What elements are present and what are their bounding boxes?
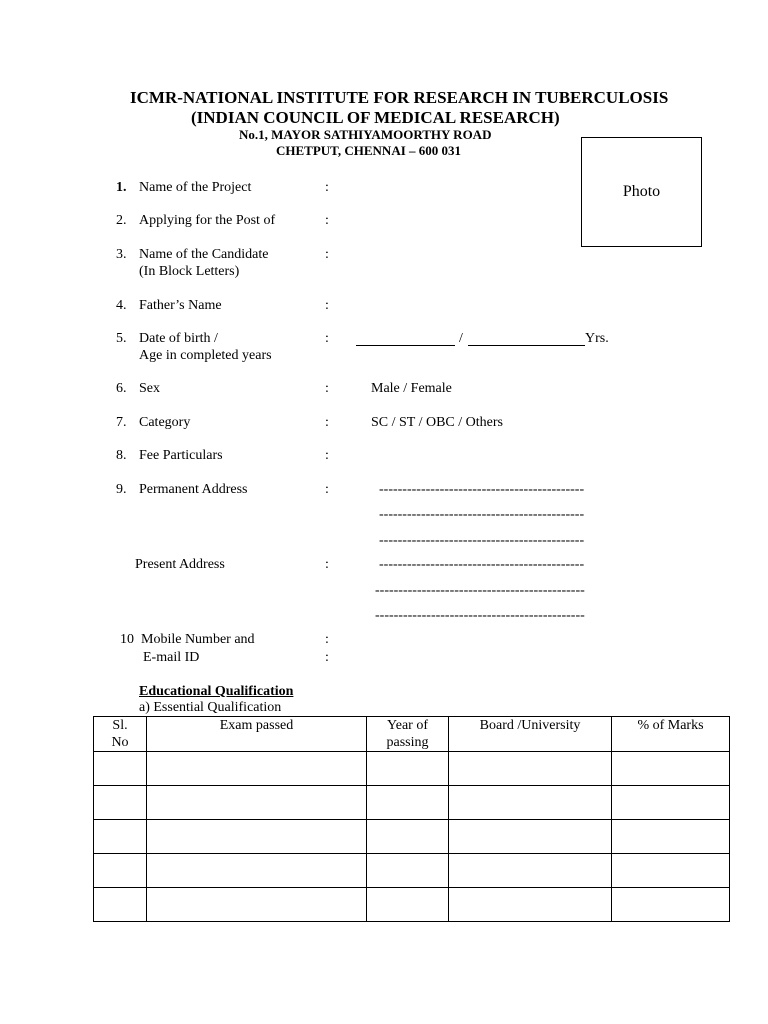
table-cell[interactable] (147, 854, 367, 888)
field-5-colon: : (325, 331, 329, 346)
present-address-line-2[interactable]: --------------------------------------------- (375, 583, 585, 598)
institute-name: ICMR-NATIONAL INSTITUTE FOR RESEARCH IN TUBERCULOSIS (130, 88, 669, 107)
table-cell[interactable] (94, 854, 147, 888)
present-address-line-1[interactable]: -------------------------------------------- (379, 557, 585, 572)
permanent-address-line-1[interactable]: -------------------------------------------- (379, 482, 585, 497)
field-8-colon: : (325, 448, 329, 463)
permanent-address-line-2[interactable]: -------------------------------------------- (379, 507, 585, 522)
field-10-label: 10 Mobile Number and (120, 632, 255, 647)
field-10-sublabel: E-mail ID (143, 650, 200, 665)
category-options[interactable]: SC / ST / OBC / Others (371, 415, 503, 430)
present-address-label: Present Address (135, 557, 225, 572)
field-1-colon: : (325, 180, 329, 195)
present-address-line-3[interactable]: --------------------------------------------- (375, 608, 585, 623)
table-cell[interactable] (612, 854, 730, 888)
field-1-label: Name of the Project (139, 180, 252, 195)
field-5-label: Date of birth / (139, 331, 218, 346)
field-9-colon: : (325, 482, 329, 497)
field-4-label: Father’s Name (139, 298, 222, 313)
present-address-colon: : (325, 557, 329, 572)
permanent-address-line-3[interactable]: -------------------------------------------- (379, 533, 585, 548)
table-cell[interactable] (367, 752, 449, 786)
field-3-colon: : (325, 247, 329, 262)
field-7-label: Category (139, 415, 191, 430)
field-2-number: 2. (116, 213, 127, 228)
qualification-table (93, 716, 730, 922)
table-cell[interactable] (94, 888, 147, 922)
field-3-label: Name of the Candidate (139, 247, 269, 262)
age-years-suffix: Yrs. (585, 331, 609, 346)
table-cell[interactable] (612, 786, 730, 820)
table-cell[interactable] (449, 888, 612, 922)
table-cell[interactable] (94, 752, 147, 786)
table-cell[interactable] (94, 786, 147, 820)
table-cell[interactable] (612, 820, 730, 854)
field-6-label: Sex (139, 381, 160, 396)
sex-options[interactable]: Male / Female (371, 381, 452, 396)
field-10-colon-1: : (325, 632, 329, 647)
table-row (94, 820, 730, 854)
table-row (94, 854, 730, 888)
field-4-colon: : (325, 298, 329, 313)
field-4-number: 4. (116, 298, 127, 313)
field-9-label: Permanent Address (139, 482, 248, 497)
field-5-sublabel: Age in completed years (139, 348, 272, 363)
column-header-board-university: Board /University (449, 717, 612, 752)
field-1-number: 1. (116, 180, 127, 195)
table-cell[interactable] (367, 888, 449, 922)
education-subtitle: a) Essential Qualification (139, 700, 282, 715)
address-line-2: CHETPUT, CHENNAI – 600 031 (276, 143, 462, 158)
field-6-number: 6. (116, 381, 127, 396)
column-header-exam-passed: Exam passed (147, 717, 367, 752)
education-title: Educational Qualification (139, 684, 294, 699)
table-cell[interactable] (449, 752, 612, 786)
table-cell[interactable] (367, 820, 449, 854)
table-cell[interactable] (367, 786, 449, 820)
field-10-colon-2: : (325, 650, 329, 665)
table-cell[interactable] (147, 752, 367, 786)
table-cell[interactable] (449, 820, 612, 854)
column-header-year-of-passing: Year of passing (367, 717, 449, 752)
field-7-colon: : (325, 415, 329, 430)
field-2-label: Applying for the Post of (139, 213, 276, 228)
field-9-number: 9. (116, 482, 127, 497)
dob-age-separator: / (459, 331, 463, 346)
table-cell[interactable] (612, 888, 730, 922)
table-row (94, 888, 730, 922)
field-2-colon: : (325, 213, 329, 228)
table-cell[interactable] (612, 752, 730, 786)
photo-label: Photo (622, 183, 661, 200)
column-header-sl-no: Sl. No (94, 717, 147, 752)
photo-box[interactable] (581, 137, 702, 247)
table-cell[interactable] (147, 820, 367, 854)
table-cell[interactable] (147, 786, 367, 820)
table-cell[interactable] (367, 854, 449, 888)
column-header-percent-marks: % of Marks (612, 717, 730, 752)
age-blank-line[interactable] (468, 345, 585, 346)
field-3-number: 3. (116, 247, 127, 262)
table-row (94, 752, 730, 786)
field-8-number: 8. (116, 448, 127, 463)
field-3-sublabel: (In Block Letters) (139, 264, 240, 279)
table-cell[interactable] (94, 820, 147, 854)
address-line-1: No.1, MAYOR SATHIYAMOORTHY ROAD (239, 127, 492, 142)
table-cell[interactable] (449, 854, 612, 888)
table-header-row (94, 717, 730, 752)
dob-blank-line[interactable] (356, 345, 455, 346)
field-6-colon: : (325, 381, 329, 396)
table-row (94, 786, 730, 820)
table-cell[interactable] (449, 786, 612, 820)
field-8-label: Fee Particulars (139, 448, 223, 463)
table-cell[interactable] (147, 888, 367, 922)
field-7-number: 7. (116, 415, 127, 430)
council-name: (INDIAN COUNCIL OF MEDICAL RESEARCH) (191, 108, 560, 127)
field-5-number: 5. (116, 331, 127, 346)
